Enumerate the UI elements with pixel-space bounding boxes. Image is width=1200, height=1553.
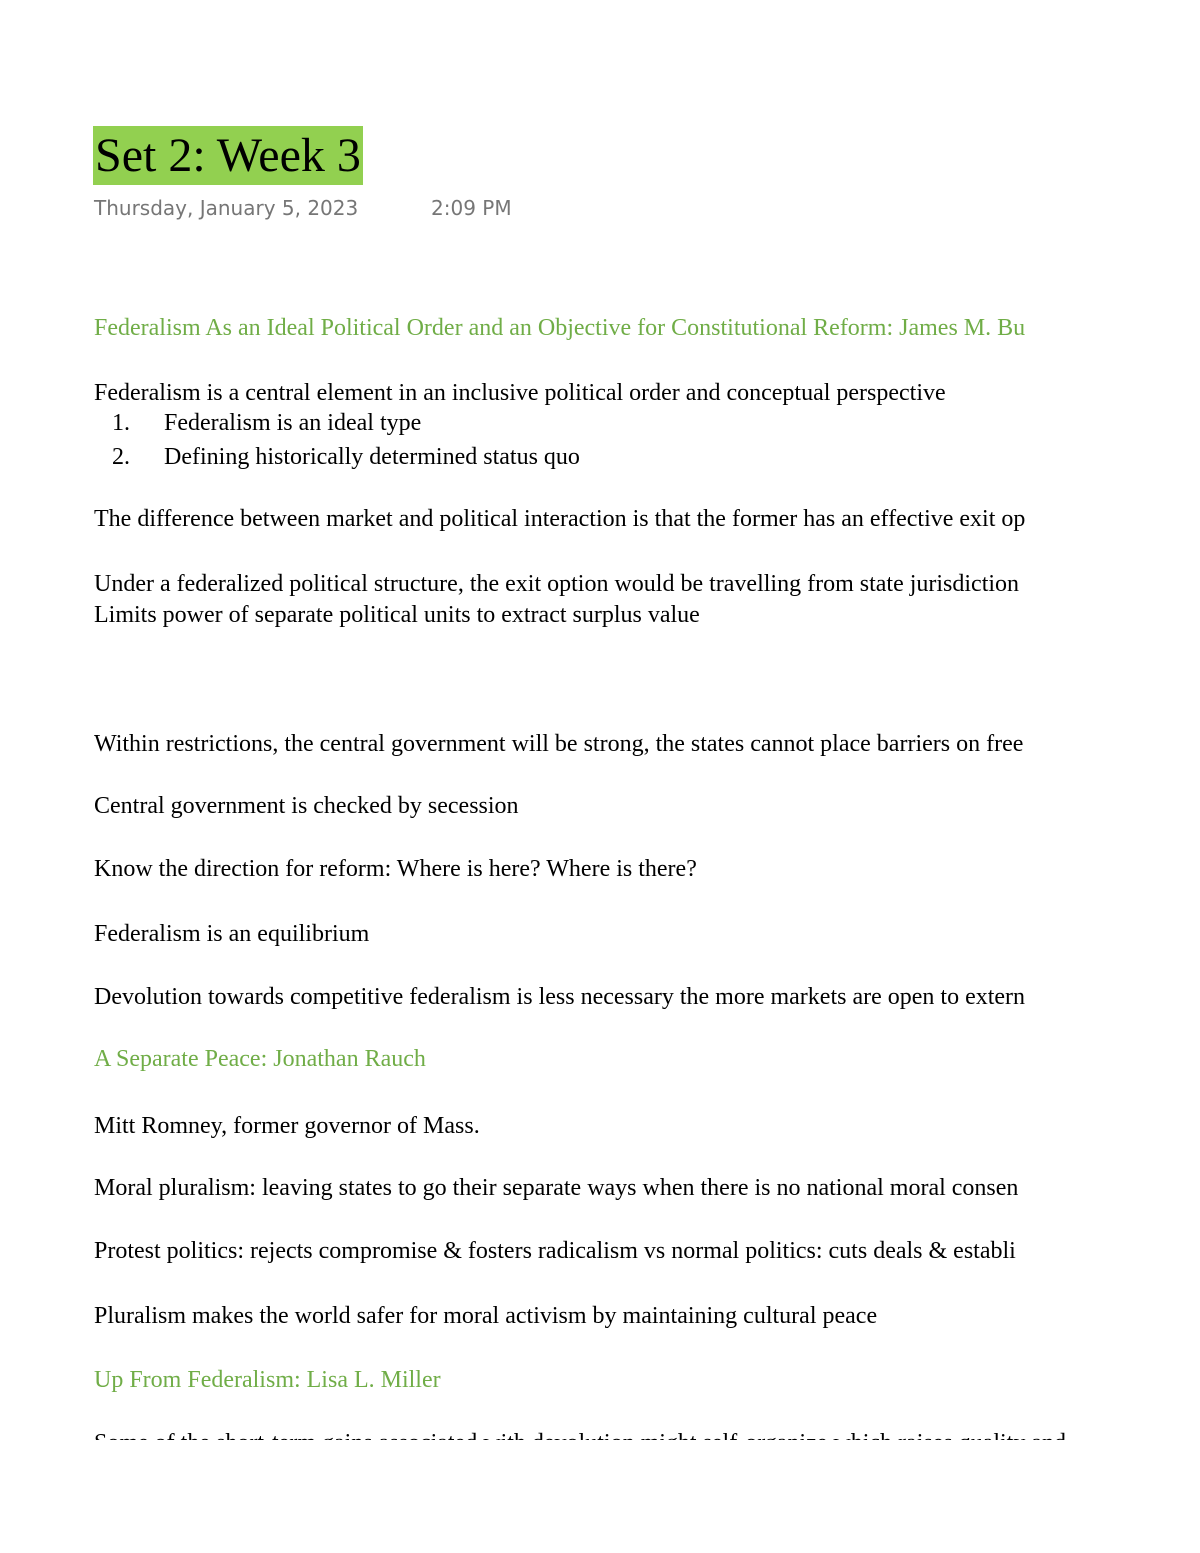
paragraph-exit-option: Under a federalized political structure, the exit option would be travelling from state jurisdiction xyxy=(94,571,1020,597)
page-bottom-mask xyxy=(0,1440,1200,1553)
paragraph-direction-reform: Know the direction for reform: Where is here? Where is there? xyxy=(94,856,697,882)
paragraph-federalism-central: Federalism is a central element in an inclusive political order and conceptual perspective xyxy=(94,380,946,406)
paragraph-romney: Mitt Romney, former governor of Mass. xyxy=(94,1113,480,1139)
list-number-2: 2. xyxy=(112,444,130,470)
paragraph-protest-politics: Protest politics: rejects compromise & fosters radicalism vs normal politics: cuts deals & establi xyxy=(94,1238,1016,1264)
page-title: Set 2: Week 3 xyxy=(93,126,363,185)
paragraph-moral-pluralism: Moral pluralism: leaving states to go their separate ways when there is no national moral consen xyxy=(94,1175,1019,1201)
paragraph-equilibrium: Federalism is an equilibrium xyxy=(94,921,370,947)
paragraph-devolution: Devolution towards competitive federalism is less necessary the more markets are open to extern xyxy=(94,984,1026,1010)
section-heading-miller: Up From Federalism: Lisa L. Miller xyxy=(94,1367,441,1393)
paragraph-secession: Central government is checked by secession xyxy=(94,793,519,819)
paragraph-central-strong: Within restrictions, the central government will be strong, the states cannot place barriers on free xyxy=(94,731,1024,757)
note-date: Thursday, January 5, 2023 xyxy=(94,196,359,220)
paragraph-market-vs-political: The difference between market and political interaction is that the former has an effective exit op xyxy=(94,506,1026,532)
note-time: 2:09 PM xyxy=(431,196,512,220)
section-heading-buchanan: Federalism As an Ideal Political Order and an Objective for Constitutional Reform: James M. Bu xyxy=(94,315,1026,341)
list-number-1: 1. xyxy=(112,410,130,436)
list-item-ideal-type: Federalism is an ideal type xyxy=(164,410,422,436)
paragraph-pluralism-safer: Pluralism makes the world safer for moral activism by maintaining cultural peace xyxy=(94,1303,878,1329)
section-heading-rauch: A Separate Peace: Jonathan Rauch xyxy=(94,1046,426,1072)
list-item-status-quo: Defining historically determined status quo xyxy=(164,444,580,470)
paragraph-limits-power: Limits power of separate political units to extract surplus value xyxy=(94,602,700,628)
